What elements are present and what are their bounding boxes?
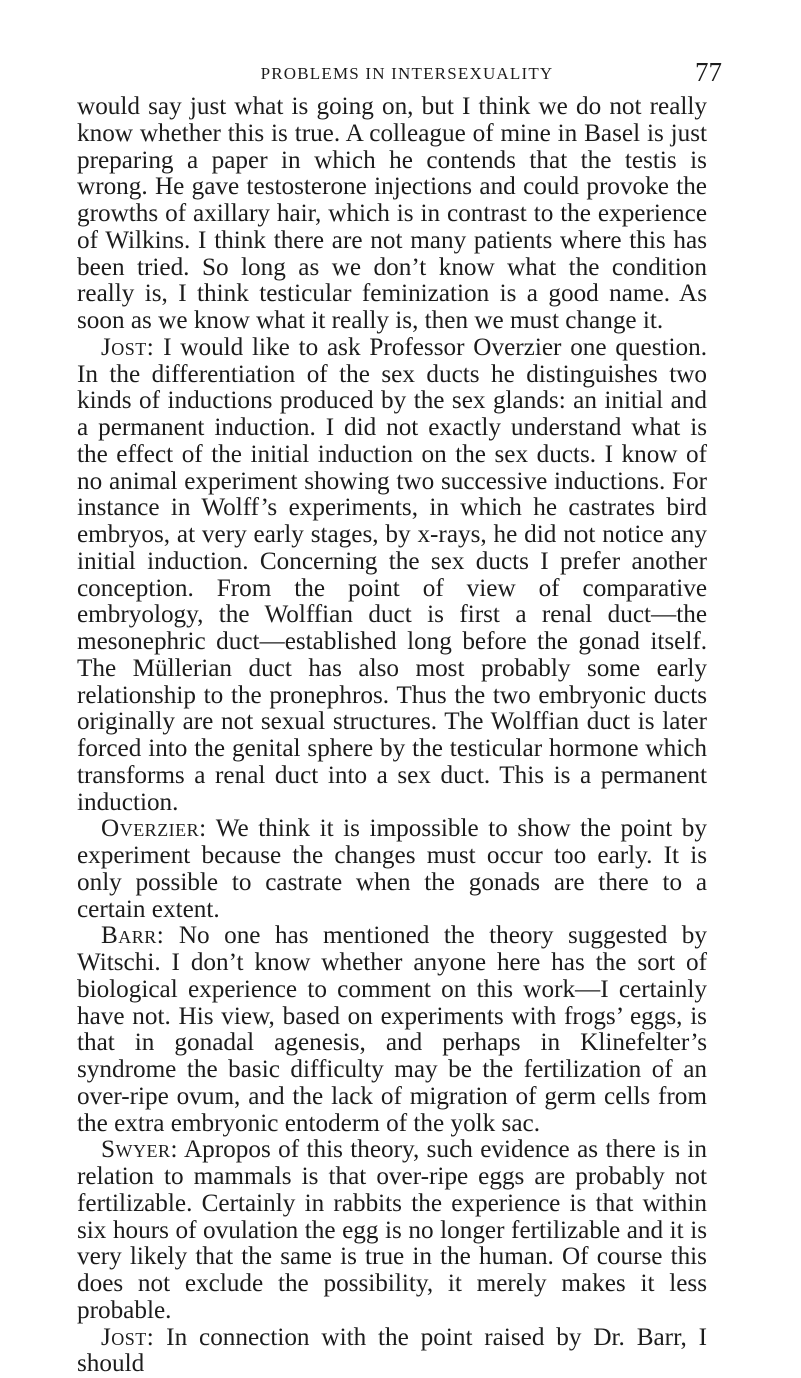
paragraph-text: In connection with the point raised by Dr. Barr, I should [77, 1324, 707, 1378]
paragraph-text: Apropos of this theory, such evidence as there is in relation to mammals is that over-ripe eggs are probably not fertilizable. Certainly in rabbits the experience is that within six hours of ovulation the egg is no longer fertilizable and it is very likely that the same is true in the human. Of course this does not exclude the possibility, it merely makes it less probable. [77, 1136, 707, 1324]
paragraph [77, 1137, 707, 1324]
paragraph-text: I would like to ask Professor Overzier one question. In the differentiation of the sex ducts he distinguishes two kinds of inductions produced by the sex glands: an initial and a permanent induction. I did not exactly understand what is the effect of the initial induction on the sex ducts. I know of no animal experiment showing two successive inductions. For instance in Wolff’s experiments, in which he castrates bird embryos, at very early stages, by x-rays, he did not notice any initial induction. Concerning the sex ducts I prefer another conception. From the point of view of comparative embryology, the Wolffian duct is first a renal duct—the mesonephric duct—established long before the gonad itself. The Müllerian duct has also most probably some early relationship to the pronephros. Thus the two embryonic ducts originally are not sexual structures. The Wolffian duct is later forced into the genital sphere by the testicular hormone which transforms a renal duct into a sex duct. This is a permanent induction. [77, 334, 707, 816]
discussion-text [77, 94, 707, 1378]
speaker-name: Swyer: [101, 1136, 178, 1163]
paragraph [77, 923, 707, 1137]
paragraph [77, 816, 707, 923]
speaker-name: Jost: [101, 1324, 154, 1351]
speaker-name: Overzier: [101, 815, 207, 842]
paragraph-text: We think it is impossible to show the point by experiment because the changes must occur too early. It is only possible to castrate when the gonads are there to a certain extent. [77, 815, 707, 922]
paragraph [77, 94, 707, 335]
page-number: 77 [695, 58, 722, 86]
running-title: PROBLEMS IN INTERSEXUALITY [212, 64, 602, 84]
speaker-name: Barr: [101, 922, 164, 949]
speaker-name: Jost: [101, 334, 154, 361]
paragraph-text: would say just what is going on, but I think we do not really know whether this is true. A colleague of mine in Basel is just preparing a paper in which he contends that the testis is wrong. He gave testosterone injections and could provoke the growths of axillary hair, which is in contrast to the experience of Wilkins. I think there are not many patients where this has been tried. So long as we don’t know what the condition really is, I think testicular feminization is a good name. As soon as we know what it really is, then we must change it. [77, 93, 707, 334]
paragraph-text: No one has mentioned the theory suggested by Witschi. I don’t know whether anyone here has the sort of biological experience to comment on this work—I certainly have not. His view, based on experiments with frogs’ eggs, is that in gonadal agenesis, and perhaps in Klinefelter’s syndrome the basic difficulty may be the fertilization of an over-ripe ovum, and the lack of migration of germ cells from the extra embryonic entoderm of the yolk sac. [77, 922, 707, 1136]
paragraph [77, 335, 707, 817]
paragraph [77, 1325, 707, 1378]
